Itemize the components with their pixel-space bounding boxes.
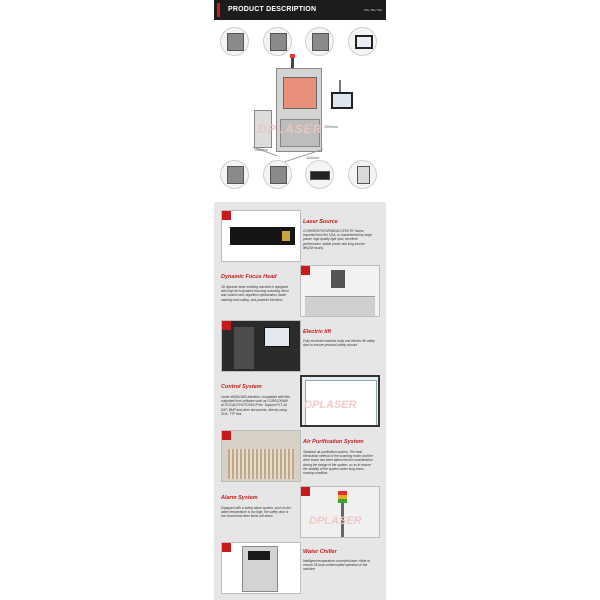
corner-marker [301,266,310,275]
dimension-depth: 1350mm [254,148,268,152]
feature-panel [214,202,386,600]
corner-marker [222,543,231,552]
feature-description: Equipped with a safety alarm system, such as the water temperature is too high, the safety door is not closed and other faults will alarm [221,506,291,519]
machine-cabinet [276,68,322,152]
laser-source-image [221,210,301,262]
dimension-width: 1100mm [306,156,320,160]
watermark: DPLASER [258,122,323,136]
product-description-page [214,0,386,600]
water-chiller-image [221,542,301,594]
corner-marker [222,321,231,330]
dimension-height: 1900mm [324,125,338,129]
corner-marker [222,211,231,220]
feature-description: 3D dynamic laser marking machine is equipped with high-tech dynamic focusing scanning mirror and control card, algorithm optimization, faster marking and cutting, and powerful functions [221,285,290,302]
detail-thumbnail-laser-tube [305,160,334,189]
feature-description: Intelligent temperature-controlled laser chiller to ensure 24-hour uninterrupted operation of the machine [303,559,371,572]
feature-title: Electric lift [303,329,332,335]
electric-lift-image [221,320,301,372]
alarm-lamp-icon [291,58,294,68]
feature-title: Control System [221,384,262,390]
feature-title: Alarm System [221,495,258,501]
corner-marker [301,487,310,496]
detail-thumbnail-machine-open [263,27,292,56]
detail-thumbnail-machine-front [220,27,249,56]
focus-head-image [300,265,380,317]
detail-thumbnail-monitor [348,27,377,56]
feature-description: Fully enclosed machine body and electric lift safety door to ensure personal safety at work [303,339,375,348]
feature-title: Dynamic Focus Head [221,274,277,280]
detail-thumbnail-chiller [348,160,377,189]
watermark: DPLASER [309,515,362,527]
control-system-screen [300,375,380,427]
feature-title: Laser Source [303,219,338,225]
detail-thumbnail-door [263,160,292,189]
monitor-icon [331,92,353,109]
section-header [214,0,386,20]
watermark: DPLASER [304,399,357,411]
feature-description: Standard air purification system, The heat elimination method of the scanning motor and the drive board has been taken into full consideration during the design of the system, so as to ensure the stability of the system under long-hours running condition. [303,450,373,476]
feature-description: COHERENT/SYNRAD/ACCESS RF lasers, imported from the USA, is characterized by large power, high-quality light spot, excellent performance, stable power and long service life(20k hours). [303,229,372,250]
machine-window [283,77,317,109]
feature-title: Water Chiller [303,549,337,555]
section-subtitle: Title Title Title [363,8,382,12]
feature-description: Under WINDOWS interface, compatible with files outputted from software such as CORELDRAW, AUTOCAD,PHOTOSHOP etc. Support PLT, AI, DXF, BMP and other documents, directly using SHX, TTF font. [221,395,291,416]
corner-marker [222,431,231,440]
detail-thumbnail-machine-side [305,27,334,56]
feature-title: Air Purification System [303,439,364,445]
air-purification-image [221,430,301,482]
header-accent-bar [217,3,220,17]
detail-thumbnail-electric-cabinet [220,160,249,189]
section-title: PRODUCT DESCRIPTION [228,6,317,13]
alarm-system-image [300,486,380,538]
